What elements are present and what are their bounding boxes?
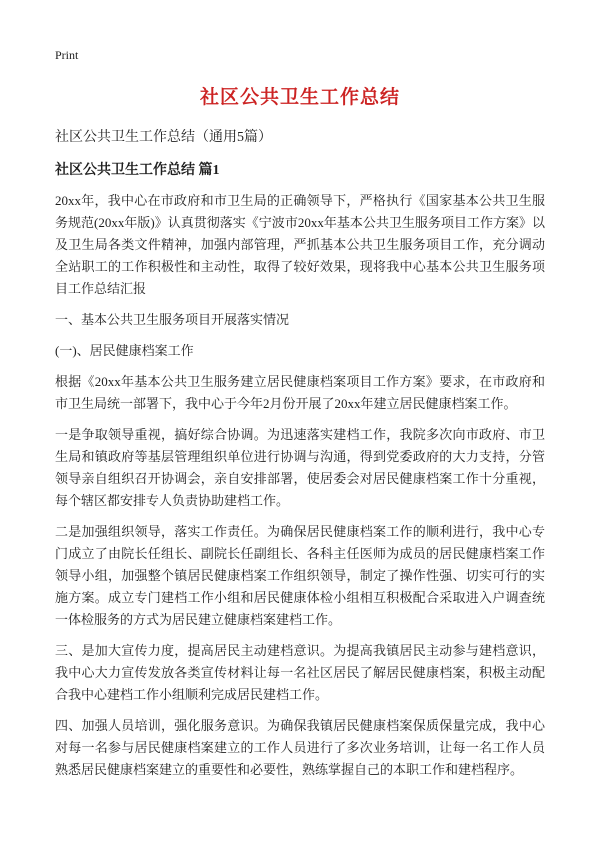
- paragraph-point-three: 三、是加大宣传力度，提高居民主动建档意识。为提高我镇居民主动参与建档意识，我中心大力宣传发放各类宣传材料让每一名社区居民了解居民健康档案，积极主动配合我中心建档工作小组顺利完成居民建档工作。: [55, 643, 545, 702]
- paragraph-intro: 20xx年，我中心在市政府和市卫生局的正确领导下，严格执行《国家基本公共卫生服务规范(20xx年版)》认真贯彻落实《宁波市20xx年基本公共卫生服务项目工作方案》以及卫生局各类文件精神，加强内部管理，严抓基本公共卫生服务项目工作，充分调动全站职工的工作积极性和主动性，取得了较好效果，现将我中心基本公共卫生服务项目工作总结汇报: [55, 193, 545, 296]
- paragraph-point-four: 四、加强人员培训，强化服务意识。为确保我镇居民健康档案保质保量完成，我中心对每一名参与居民健康档案建立的工作人员进行了多次业务培训，让每一名工作人员熟悉居民健康档案建立的重要性和必要性，熟练掌握自己的本职工作和建档程序。: [55, 718, 545, 777]
- document-subtitle: 社区公共卫生工作总结（通用5篇）: [55, 130, 272, 145]
- heading-subsection-one: (一)、居民健康档案工作: [55, 343, 194, 358]
- paragraph-basis: 根据《20xx年基本公共卫生服务建立居民健康档案项目工作方案》要求，在市政府和市卫生局统一部署下，我中心于今年2月份开展了20xx年建立居民健康档案工作。: [55, 374, 545, 411]
- print-button[interactable]: Print: [55, 48, 79, 62]
- paragraph-point-one: 一是争取领导重视，搞好综合协调。为迅速落实建档工作，我院多次向市政府、市卫生局和镇政府等基层管理组织单位进行协调与沟通，得到党委政府的大力支持，分管领导亲自组织召开协调会，亲自安排部署，使居委会对居民健康档案工作十分重视，每个辖区都安排专人负责协助建档工作。: [55, 427, 545, 508]
- document-title: 社区公共卫生工作总结: [199, 87, 400, 108]
- paragraph-point-two: 二是加强组织领导，落实工作责任。为确保居民健康档案工作的顺利进行，我中心专门成立了由院长任组长、副院长任副组长、各科主任医师为成员的居民健康档案工作领导小组，加强整个镇居民健康档案工作组织领导，制定了操作性强、切实可行的实施方案。成立专门建档工作小组和居民健康体检小组相互积极配合采取进入户调查统一体检服务的方式为居民建立健康档案建档工作。: [55, 524, 545, 627]
- section-heading-part1: 社区公共卫生工作总结 篇1: [55, 163, 220, 178]
- heading-section-one: 一、基本公共卫生服务项目开展落实情况: [55, 312, 290, 327]
